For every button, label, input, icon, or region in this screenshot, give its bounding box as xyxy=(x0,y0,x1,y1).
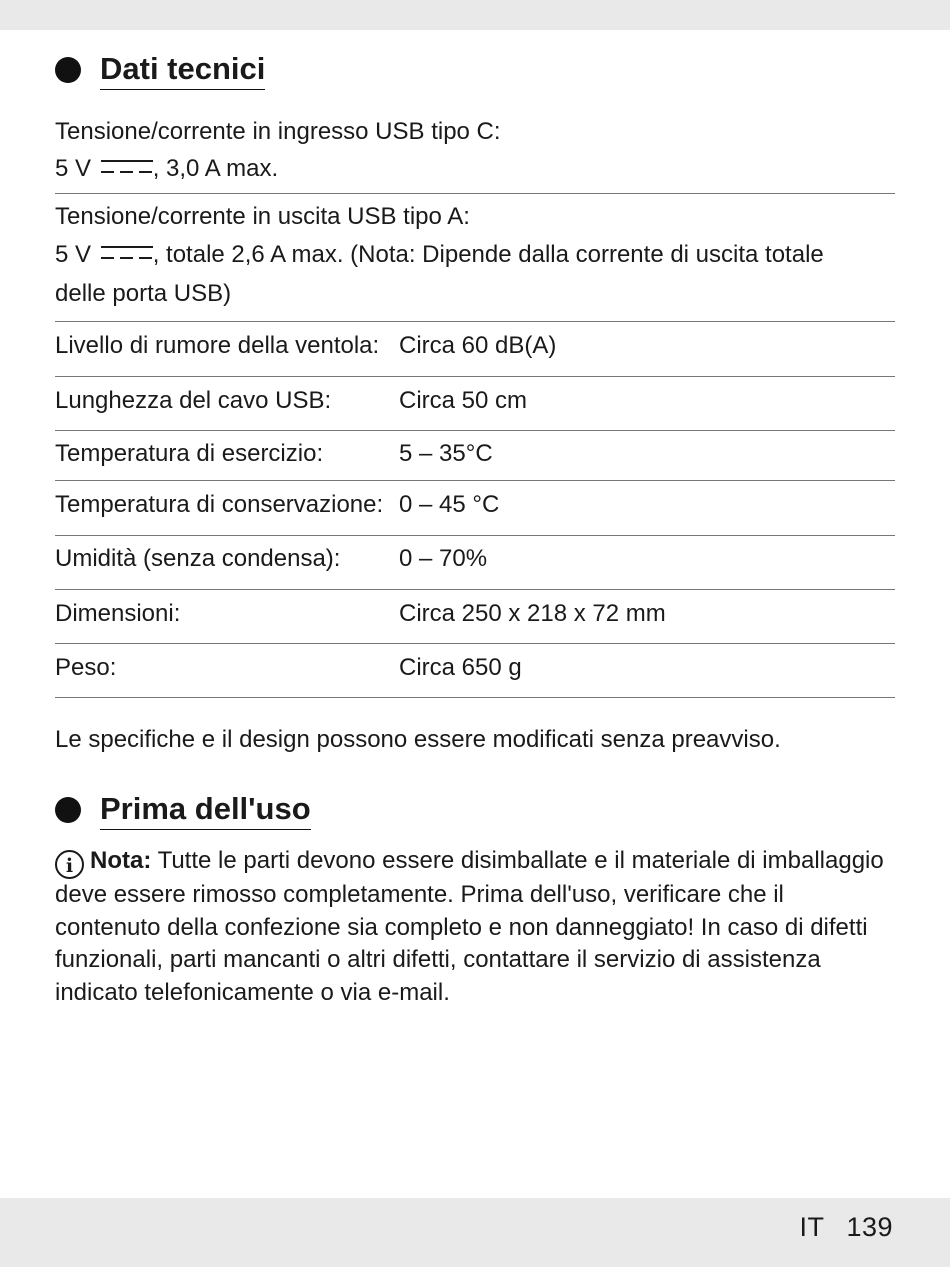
output-spec-value xyxy=(55,236,824,274)
table-divider xyxy=(55,697,895,698)
input-spec-value xyxy=(55,150,278,188)
section-heading-prima-uso xyxy=(55,790,311,830)
table-divider xyxy=(55,535,895,536)
language-code: IT xyxy=(799,1212,825,1242)
spec-label: Temperatura di conservazione: xyxy=(55,491,384,518)
spec-value: 0 – 70% xyxy=(399,545,488,572)
spec-label: Lunghezza del cavo USB: xyxy=(55,387,332,414)
dc-symbol-icon xyxy=(101,160,153,173)
heading-bullet xyxy=(55,797,81,823)
table-divider xyxy=(55,430,895,431)
section-title: Prima dell'uso xyxy=(100,790,311,830)
spec-label: Livello di rumore della ventola: xyxy=(55,332,380,359)
table-divider xyxy=(55,480,895,481)
output-voltage: 5 V xyxy=(55,241,92,268)
table-divider xyxy=(55,376,895,377)
page-footer xyxy=(799,1212,893,1243)
dc-symbol-icon xyxy=(101,246,153,259)
table-divider xyxy=(55,643,895,644)
output-spec-note: delle porta USB) xyxy=(55,280,232,307)
table-divider xyxy=(55,589,895,590)
spec-value: 0 – 45 °C xyxy=(399,491,500,518)
table-divider xyxy=(55,193,895,194)
input-current: , 3,0 A max. xyxy=(152,155,279,182)
section-title: Dati tecnici xyxy=(100,50,265,90)
input-spec-label: Tensione/corrente in ingresso USB tipo C: xyxy=(55,118,501,145)
section-heading-dati-tecnici xyxy=(55,50,265,90)
disclaimer-text: Le specifiche e il design possono essere modificati senza preavviso. xyxy=(55,726,781,753)
page-number: 139 xyxy=(846,1212,893,1242)
note-paragraph xyxy=(55,845,895,1009)
output-current: , totale 2,6 A max. (Nota: Dipende dalla corrente di uscita totale xyxy=(152,241,824,268)
table-divider xyxy=(55,321,895,322)
heading-bullet xyxy=(55,57,81,83)
spec-label: Dimensioni: xyxy=(55,600,181,627)
spec-value: 5 – 35°C xyxy=(399,440,493,467)
spec-label: Temperatura di esercizio: xyxy=(55,440,324,467)
spec-value: Circa 50 cm xyxy=(399,387,528,414)
input-voltage: 5 V xyxy=(55,155,92,182)
spec-label: Umidità (senza condensa): xyxy=(55,545,341,572)
info-icon: i xyxy=(55,850,84,879)
spec-value: Circa 650 g xyxy=(399,654,522,681)
note-text: Tutte le parti devono essere disimballate e il materiale di imballaggio deve essere rimosso completamente. Prima dell'uso, verificare che il contenuto della confezione sia completo e non danneggiato! In caso di difetti funzionali, parti mancanti o altri difetti, contattare il servizio di assistenza indicato telefonicamente o via e-mail. xyxy=(55,847,884,1006)
top-margin-band xyxy=(0,0,950,30)
output-spec-label: Tensione/corrente in uscita USB tipo A: xyxy=(55,203,470,230)
spec-value: Circa 250 x 218 x 72 mm xyxy=(399,600,666,627)
spec-label: Peso: xyxy=(55,654,117,681)
note-label: Nota: xyxy=(90,847,152,874)
spec-value: Circa 60 dB(A) xyxy=(399,332,557,359)
